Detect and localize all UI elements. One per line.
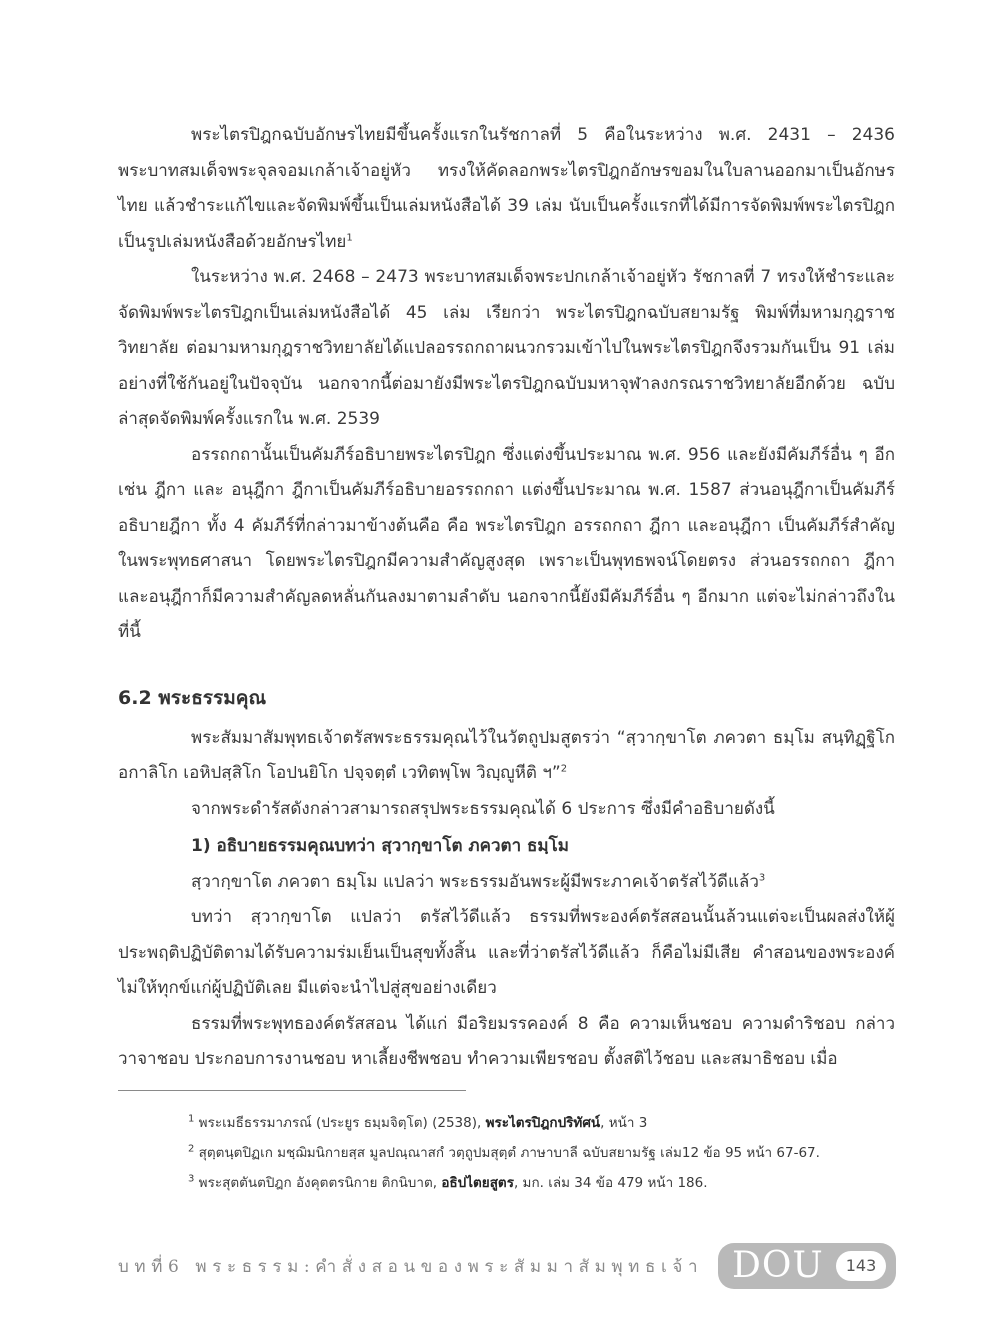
section-heading: 6.2 พระธรรมคุณ: [118, 686, 267, 709]
footnote-divider: [118, 1090, 466, 1091]
dou-badge: [718, 1243, 896, 1289]
subsection-heading: 1) อธิบายธรรมคุณบทว่า สฺวากฺขาโต ภควตา ธมฺโม: [191, 836, 569, 856]
paragraph-six-qualities: จากพระดำรัสดังกล่าวสามารถสรุปพระธรรมคุณได้ 6 ประการ ซึ่งมีคำอธิบายดังนี้: [191, 798, 775, 819]
footnotes: [188, 1108, 898, 1198]
footnote-item: $^1$ พระเมธีธรรมาภรณ์ (ประยูร ธมฺมจิตฺโต) (2538), พระไตรปิฎกปริทัศน์, หน้า 3: [188, 1113, 648, 1131]
page-number: 143: [836, 1251, 886, 1281]
paragraph-siamrath-edition: ในระหว่าง พ.ศ. 2468 – 2473 พระบาทสมเด็จพระปกเกล้าเจ้าอยู่หัว รัชกาลที่ 7 ทรงให้ชำระและจัดพิมพ์พระไตรปิฎกเป็นเล่มหนังสือได้ 45 เล่ม เรียกว่า พระไตรปิฎกฉบับสยามรัฐ พิมพ์ที่มหามกุฎราชวิทยาลัย ต่อมามหามกุฎราชวิทยาลัยได้แปลอรรถกถาผนวกรวมเข้าไปในพระไตรปิฎกจึงรวมกันเป็น 91 เล่มอย่างที่ใช้กันอยู่ในปัจจุบัน นอกจากนี้ต่อมายังมีพระไตรปิฎกฉบับมหาจุฬาลงกรณราชวิทยาลัยอีกด้วย ฉบับล่าสุดจัดพิมพ์ครั้งแรกใน พ.ศ. 2539: [118, 267, 895, 429]
footnote-ref-2[interactable]: 2: [560, 763, 568, 775]
paragraph-svakkhato-explanation: บทว่า สฺวากฺขาโต แปลว่า ตรัสไว้ดีแล้ว ธรรมที่พระองค์ตรัสสอนนั้นล้วนแต่จะเป็นผลส่งให้ผู้ประพฤติปฏิบัติตามได้รับความร่มเย็นเป็นสุขทั้งสิ้น และที่ว่าตรัสไว้ดีแล้ว ก็คือไม่มีเสีย คำสอนของพระองค์ไม่ให้ทุกข์แก่ผู้ปฏิบัติเลย มีแต่จะนำไปสู่สุขอย่างเดียว: [118, 907, 895, 998]
footnote-ref-3[interactable]: 3: [758, 871, 766, 883]
footnote-ref-1[interactable]: 1: [346, 231, 353, 243]
page-footer: [118, 1243, 898, 1289]
paragraph-svakkhato-translation: สฺวากฺขาโต ภควตา ธมฺโม แปลว่า พระธรรมอันพระผู้มีพระภาคเจ้าตรัสไว้ดีแล้ว$^3$: [191, 871, 766, 892]
paragraph-dhamma-guna-verse: พระสัมมาสัมพุทธเจ้าตรัสพระธรรมคุณไว้ในวัตถูปมสูตรว่า “สฺวากฺขาโต ภควตา ธมฺโม สนฺทิฏฺฐิโก อกาลิโก เอหิปสฺสิโก โอปนยิโก ปจฺจตฺตํ เวทิตพฺโพ วิญฺญูหีติ ฯ”$^2$: [118, 727, 895, 783]
main-content: [118, 118, 895, 1078]
paragraph-noble-eightfold-path: ธรรมที่พระพุทธองค์ตรัสสอน ได้แก่ มีอริยมรรคองค์ 8 คือ ความเห็นชอบ ความดำริชอบ กล่าววาจาชอบ ประกอบการงานชอบ หาเลี้ยงชีพชอบ ทำความเพียรชอบ ตั้งสติไว้ชอบ และสมาธิชอบ เมื่อ: [118, 1013, 895, 1069]
paragraph-thai-script-tripitaka: พระไตรปิฎกฉบับอักษรไทยมีขึ้นครั้งแรกในรัชกาลที่ 5 คือในระหว่าง พ.ศ. 2431 – 2436 พระบาทสมเด็จพระจุลจอมเกล้าเจ้าอยู่หัว ทรงให้คัดลอกพระไตรปิฎกอักษรขอมในใบลานออกมาเป็นอักษรไทย แล้วชำระแก้ไขและจัดพิมพ์ขึ้นเป็นเล่มหนังสือได้ 39 เล่ม นับเป็นครั้งแรกที่ได้มีการจัดพิมพ์พระไตรปิฎกเป็นรูปเล่มหนังสือด้วยอักษรไทย$^1$: [118, 125, 895, 252]
paragraph-commentaries: อรรถกถานั้นเป็นคัมภีร์อธิบายพระไตรปิฎก ซึ่งแต่งขึ้นประมาณ พ.ศ. 956 และยังมีคัมภีร์อื่น ๆ อีก เช่น ฎีกา และ อนุฎีกา ฎีกาเป็นคัมภีร์อธิบายอรรถกถา แต่งขึ้นประมาณ พ.ศ. 1587 ส่วนอนุฎีกาเป็นคัมภีร์อธิบายฎีกา ทั้ง 4 คัมภีร์ที่กล่าวมาข้างต้นคือ คือ พระไตรปิฎก อรรถกถา ฎีกา และอนุฎีกา เป็นคัมภีร์สำคัญในพระพุทธศาสนา โดยพระไตรปิฎกมีความสำคัญสูงสุด เพราะเป็นพุทธพจน์โดยตรง ส่วนอรรถกถา ฎีกา และอนุฎีกาก็มีความสำคัญลดหลั่นกันลงมาตามลำดับ นอกจากนี้ยังมีคัมภีร์อื่น ๆ อีกมาก แต่จะไม่กล่าวถึงในที่นี้: [118, 444, 895, 642]
footnote-item: $^2$ สุตฺตนฺตปิฏเก มชฺฌิมนิกายสฺส มูลปณฺณาสกํ วตฺถูปมสุตฺตํ ภาษาบาลี ฉบับสยามรัฐ เล่ม12 ข้อ 95 หน้า 67-67.: [188, 1143, 820, 1161]
dou-logo: DOU: [732, 1245, 824, 1286]
footnote-item: $^3$ พระสุตตันตปิฎก อังคุตตรนิกาย ติกนิบาต, อธิปไตยสูตร, มก. เล่ม 34 ข้อ 479 หน้า 186.: [188, 1173, 708, 1191]
chapter-title: บทที่6 พระธรรม:คำสั่งสอนของพระสัมมาสัมพุทธเจ้า: [118, 1257, 704, 1277]
